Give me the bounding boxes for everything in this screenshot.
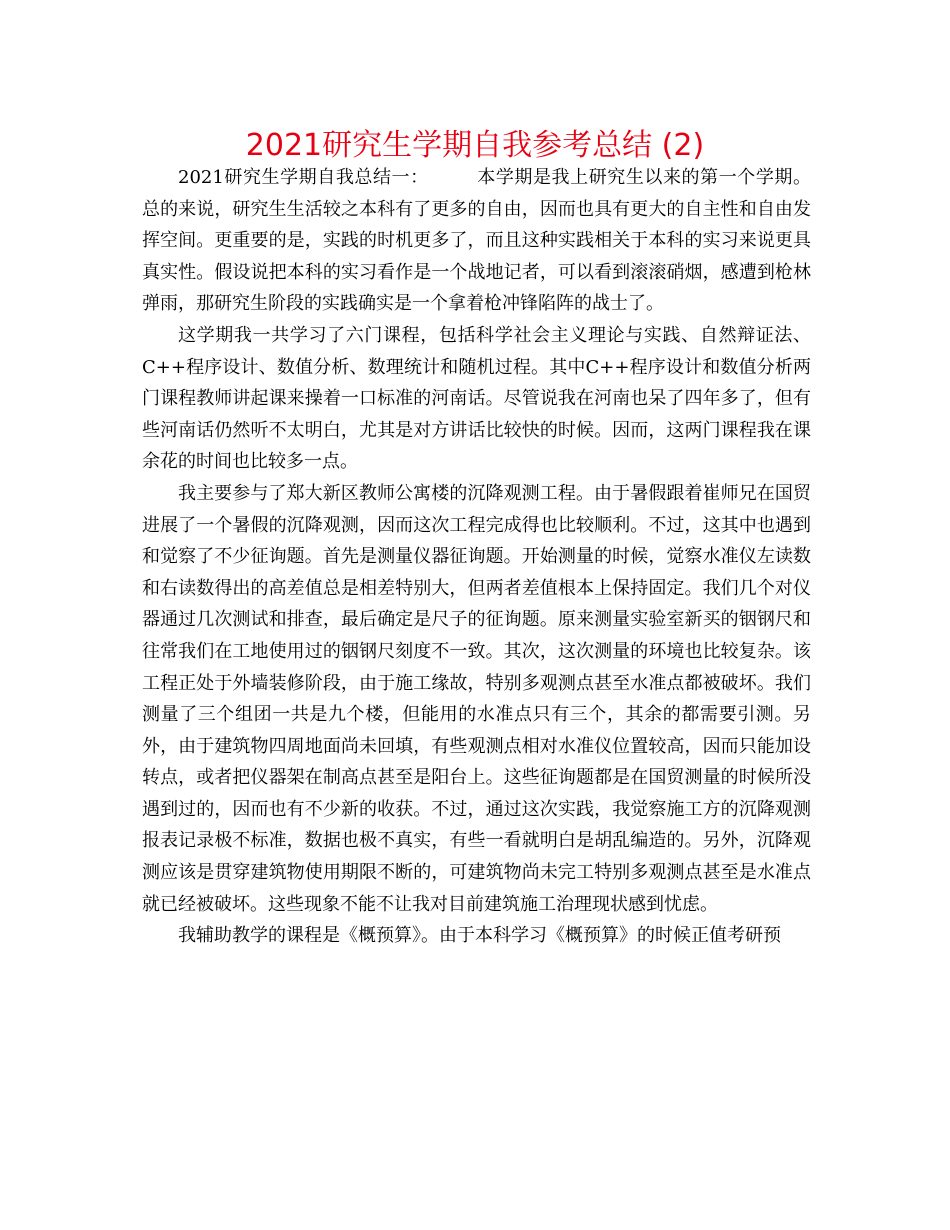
document-body (142, 162, 811, 952)
paragraph-3: 我主要参与了郑大新区教师公寓楼的沉降观测工程。由于暑假跟着崔师兄在国贸进展了一个暑假的沉降观测，因而这次工程完成得也比较顺利。不过，这其中也遇到和觉察了不少征询题。首先是测量仪器征询题。开始测量的时候，觉察水准仪左读数和右读数得出的高差值总是相差特别大，但两者差值根本上保持固定。我们几个对仪器通过几次测试和排查，最后确定是尺子的征询题。原来测量实验室新买的铟钢尺和往常我们在工地使用过的铟钢尺刻度不一致。其次，这次测量的环境也比较复杂。该工程正处于外墙装修阶段，由于施工缘故，特别多观测点甚至水准点都被破坏。我们测量了三个组团一共是九个楼，但能用的水准点只有三个，其余的都需要引测。另外，由于建筑物四周地面尚未回填，有些观测点相对水准仪位置较高，因而只能加设转点，或者把仪器架在制高点甚至是阳台上。这些征询题都是在国贸测量的时候所没遇到过的，因而也有不少新的收获。不过，通过这次实践，我觉察施工方的沉降观测报表记录极不标准，数据也极不真实，有些一看就明白是胡乱编造的。另外，沉降观测应该是贯穿建筑物使用期限不断的，可建筑物尚未完工特别多观测点甚至是水准点就已经被破坏。这些现象不能不让我对目前建筑施工治理现状感到忧虑。 (142, 482, 811, 915)
paragraph-1-text: 本学期是我上研究生以来的第一个学期。总的来说，研究生生活较之本科有了更多的自由，因而也具有更大的自主性和自由发挥空间。更重要的是，实践的时机更多了，而且这种实践相关于本科的实习来说更具真实性。假设说把本科的实习看作是一个战地记者，可以看到滚滚硝烟，感遭到枪林弹雨，那研究生阶段的实践确实是一个拿着枪冲锋陷阵的战士了。 (142, 167, 811, 315)
paragraph-4: 我辅助教学的课程是《概预算》。由于本科学习《概预算》的时候正值考研预 (178, 925, 781, 947)
document-title: 2021研究生学期自我参考总结 (2) (245, 128, 705, 163)
paragraph-2: 这学期我一共学习了六门课程，包括科学社会主义理论与实践、自然辩证法、C++程序设计、数值分析、数理统计和随机过程。其中C++程序设计和数值分析两门课程教师讲起课来操着一口标准的河南话。尽管说我在河南也呆了四年多了，但有些河南话仍然听不太明白，尤其是对方讲话比较快的时候。因而，这两门课程我在课余花的时间也比较多一点。 (142, 324, 811, 473)
intro-label: 2021研究生学期自我总结一： (178, 167, 429, 188)
paragraph-1 (142, 162, 811, 320)
